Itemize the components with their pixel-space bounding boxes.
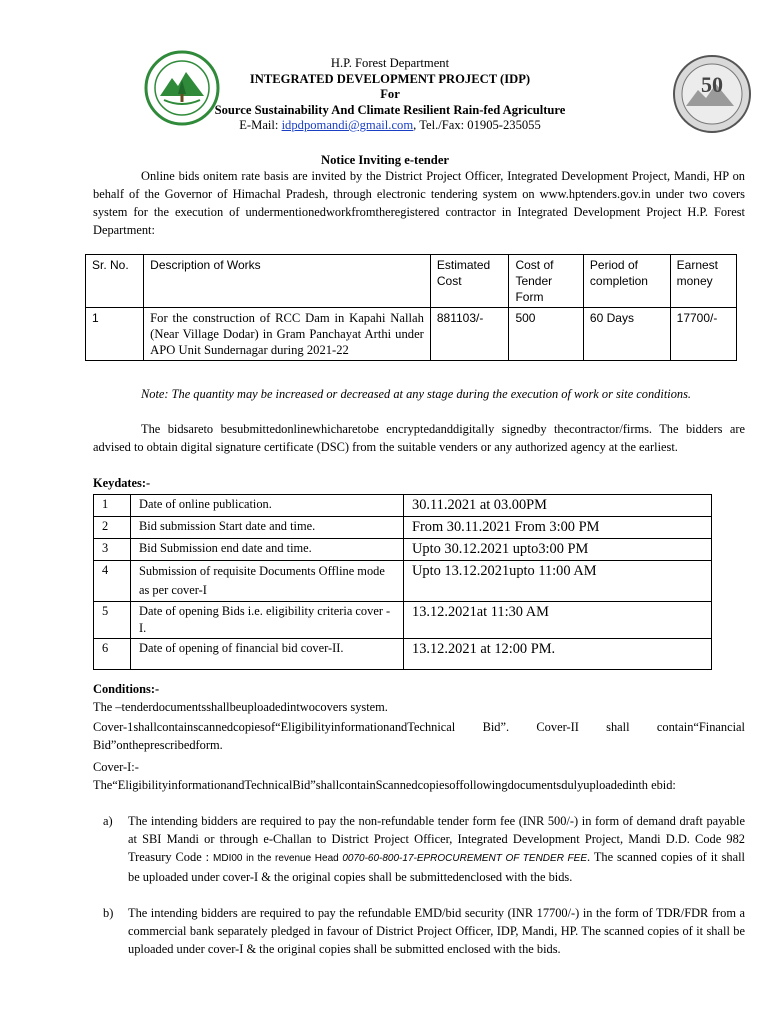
anniversary-emblem: [672, 54, 752, 134]
keydate-no: 6: [94, 639, 131, 670]
cover1-title: Cover-I:-: [93, 760, 139, 774]
keydate-value: 13.12.2021 at 12:00 PM.: [404, 639, 712, 670]
fee-text: The intending bidders are required to pay the non-refundable tender form fee (INR 500/-) in form of demand draft payable at SBI Mandi or through e-Challan to District Project Officer, Integrated Development Project, Mandi D.D. Code 982 Treasury Code :: [128, 814, 745, 864]
department-name: H.P. Forest Department: [330, 56, 450, 70]
row-period: 60 Days: [583, 308, 670, 361]
contact-line: [180, 118, 600, 134]
keydate-value: Upto 30.12.2021 upto3:00 PM: [404, 539, 712, 561]
list-marker: b): [103, 906, 114, 920]
treasury-code: MDI00 in the revenue Head: [213, 853, 343, 864]
keydate-value: 30.11.2021 at 03.00PM: [404, 495, 712, 517]
keydate-label: Bid submission Start date and time.: [131, 517, 404, 539]
table-row: [94, 639, 712, 670]
revenue-head: 0070-60-800-17-EPROCUREMENT OF TENDER FEE: [342, 853, 587, 864]
keydate-value: From 30.11.2021 From 3:00 PM: [404, 517, 712, 539]
cover1-text: The“EligibilityinformationandTechnicalBid”shallcontainScannedcopiesoffollowingdocumentsdulyuploadedinth ebid:: [93, 778, 676, 792]
intro-paragraph: Online bids onitem rate basis are invited by the District Project Officer, Integrated Development Project, Mandi, HP on behalf of the Governor of Himachal Pradesh, through electronic tendering system on www.hptenders.gov.in under two covers system for the execution of undermentionedworkfromtheregistered contractor in Integrated Development Project H.P. Forest Department:: [93, 169, 745, 237]
conditions-line-2: Cover-1shallcontainscannedcopiesof“EligibilityinformationandTechnical Bid”. Cover-II shall contain“Financial Bid”ontheprescribedform.: [93, 720, 745, 752]
keydate-label: Bid Submission end date and time.: [131, 539, 404, 561]
table-row: [94, 561, 712, 602]
table-row: [94, 539, 712, 561]
list-text: The intending bidders are required to pay the refundable EMD/bid security (INR 17700/-) in the form of TDR/FDR from a commercial bank separately pledged in favour of District Project Officer, IDP, Mandi, HP. The scanned copies of it shall be uploaded under cover-I & the original copies shall be submitted enclosed with the bids.: [128, 906, 745, 956]
project-subtitle: Source Sustainability And Climate Resilient Rain-fed Agriculture: [214, 102, 566, 117]
row-earnest-money: 17700/-: [670, 308, 736, 361]
letterhead: [200, 56, 580, 134]
email-label: E-Mail:: [239, 118, 282, 132]
row-tender-form-cost: 500: [509, 308, 583, 361]
table-row: [86, 308, 737, 361]
header-estimated-cost: Estimated Cost: [430, 255, 509, 308]
header-earnest-money: Earnest money: [670, 255, 736, 308]
keydate-no: 2: [94, 517, 131, 539]
keydates-title: Keydates:-: [93, 476, 151, 490]
conditions-title: Conditions:-: [93, 682, 160, 696]
keydate-label: Submission of requisite Documents Offline mode as per cover-I: [131, 561, 404, 602]
keydate-no: 1: [94, 495, 131, 517]
for-label: For: [380, 87, 400, 101]
keydates-table: [93, 494, 712, 670]
keydate-no: 4: [94, 561, 131, 602]
header-tender-form-cost: Cost of Tender Form: [509, 255, 583, 308]
conditions-line-1: The –tenderdocumentsshallbeuploadedintwocovers system.: [93, 700, 388, 714]
list-text: [128, 812, 745, 886]
works-table: [85, 254, 737, 361]
header-period: Period of completion: [583, 255, 670, 308]
table-row: [94, 517, 712, 539]
keydate-no: 5: [94, 602, 131, 639]
tel-fax: , Tel./Fax: 01905-235055: [413, 118, 541, 132]
works-table-header: [86, 255, 737, 308]
keydate-value: 13.12.2021at 11:30 AM: [404, 602, 712, 639]
fee-text-end: . The scanned copies of it shall be uploaded under cover-I & the original copies shall be submittedenclosed with the bids.: [128, 850, 745, 884]
project-name: INTEGRATED DEVELOPMENT PROJECT (IDP): [249, 71, 531, 86]
keydate-no: 3: [94, 539, 131, 561]
table-row: [94, 495, 712, 517]
email-link[interactable]: idpdpomandi@gmail.com: [281, 118, 414, 132]
row-description: For the construction of RCC Dam in Kapahi Nallah (Near Village Dodar) in Gram Panchayat Arthi under APO Unit Sundernagar during 2021-22: [144, 308, 431, 361]
list-marker: a): [103, 814, 113, 828]
keydate-label: Date of online publication.: [131, 495, 404, 517]
emblem-number: 50: [701, 72, 723, 97]
quantity-note: Note: The quantity may be increased or decreased at any stage during the execution of work or site conditions.: [141, 387, 692, 401]
row-sr-no: 1: [86, 308, 144, 361]
keydate-label: Date of opening Bids i.e. eligibility criteria cover -I.: [131, 602, 404, 639]
keydate-label: Date of opening of financial bid cover-II.: [131, 639, 404, 670]
table-row: [94, 602, 712, 639]
header-sr-no: Sr. No.: [86, 255, 144, 308]
row-estimated-cost: 881103/-: [430, 308, 509, 361]
keydate-value: Upto 13.12.2021upto 11:00 AM: [404, 561, 712, 602]
notice-title: Notice Inviting e-tender: [320, 153, 449, 167]
bids-paragraph: The bidsareto besubmittedonlinewhicharetobe encryptedanddigitally signedby thecontractor/firms. The bidders are advised to obtain digital signature certificate (DSC) from the suitable venders or any authorized agency at the earliest.: [93, 422, 745, 454]
header-description: Description of Works: [144, 255, 431, 308]
